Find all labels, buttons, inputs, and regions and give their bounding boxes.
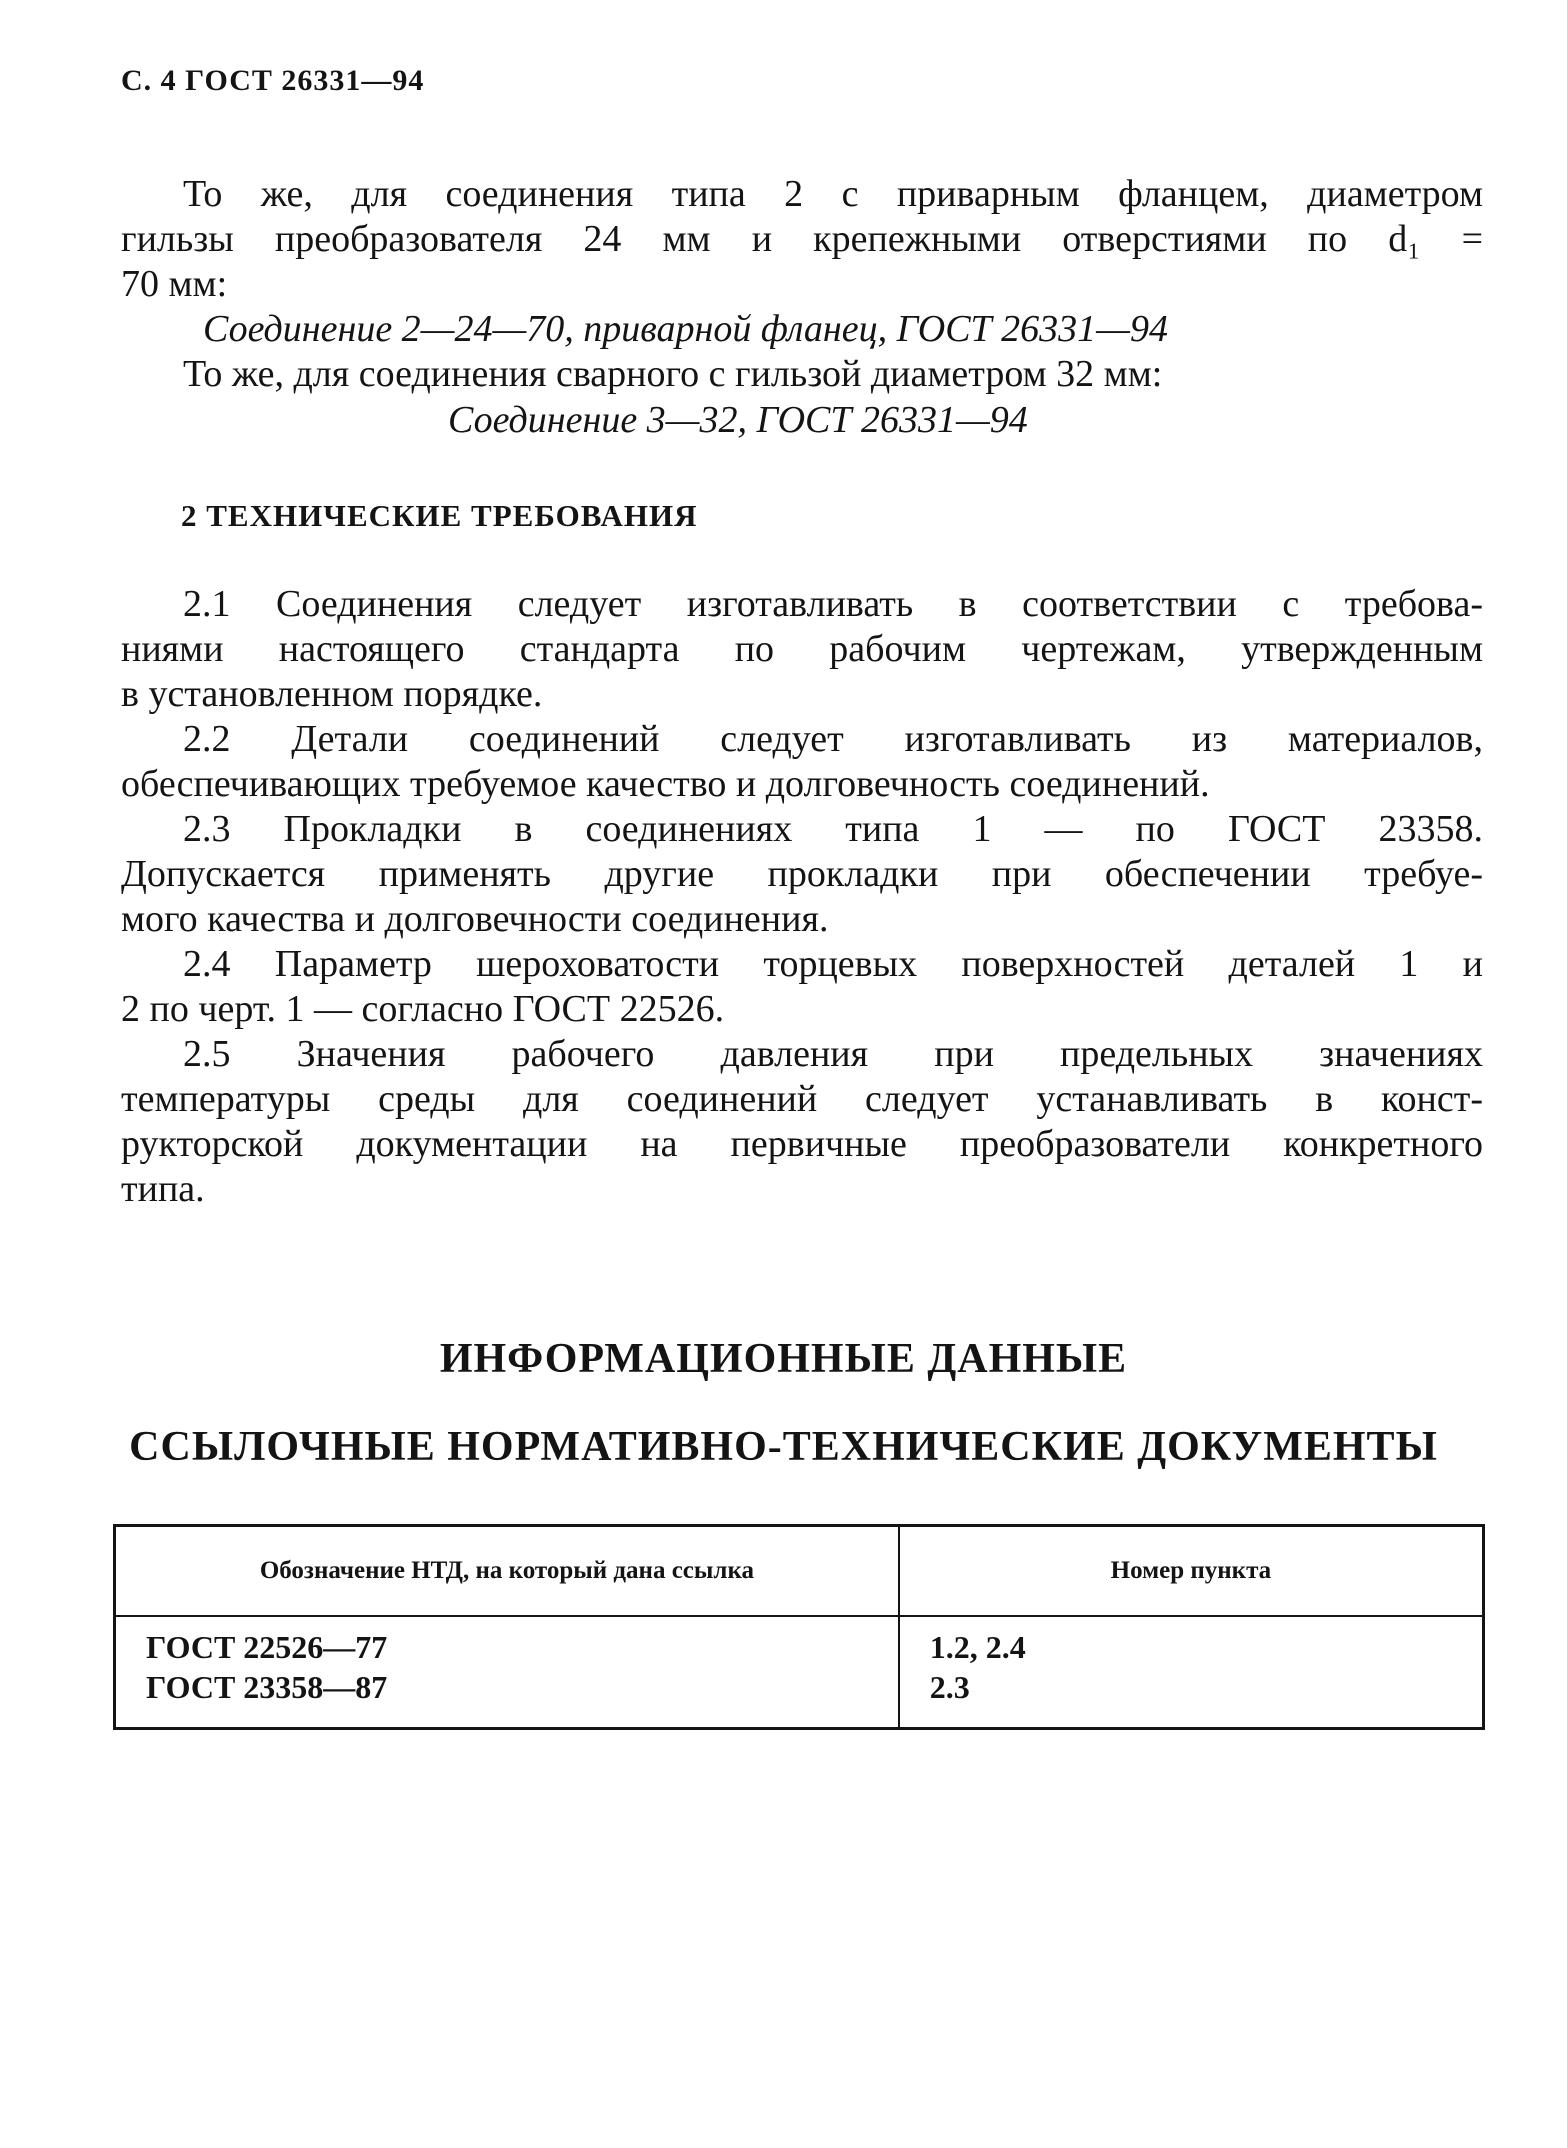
intro-paragraph [121, 172, 1483, 307]
clause-value: 1.2, 2.4 [929, 1629, 1026, 1665]
text-line: 2.4 Параметр шероховатости торцевых поверхностей деталей 1 и [183, 943, 1483, 985]
designation-value: ГОСТ 22526—77 [146, 1629, 388, 1665]
table-row [115, 1616, 1484, 1729]
text-line: 2 по черт. 1 — согласно ГОСТ 22526. [121, 988, 725, 1030]
designation-value: ГОСТ 23358—87 [146, 1669, 388, 1705]
column-header-clause: Номер пункта [899, 1526, 1484, 1617]
references-table [113, 1524, 1485, 1730]
text-line: 2.2 Детали соединений следует изготавливать из материалов, [183, 718, 1483, 760]
column-header-designation: Обозначение НТД, на который дана ссылка [115, 1526, 899, 1617]
info-subtitle: ССЫЛОЧНЫЕ НОРМАТИВНО-ТЕХНИЧЕСКИЕ ДОКУМЕНТЫ [129, 1424, 1438, 1470]
text-line: ниями настоящего стандарта по рабочим чертежам, утвержденным [121, 628, 1483, 670]
text-line: 70 мм: [121, 263, 228, 305]
text-line: 2.3 Прокладки в соединениях типа 1 — по ГОСТ 23358. [183, 808, 1483, 850]
text-line: 2.5 Значения рабочего давления при предельных значениях [183, 1033, 1483, 1075]
text-line: в установленном порядке. [121, 673, 543, 715]
text-line: 2.1 Соединения следует изготавливать в соответствии с требова- [183, 583, 1483, 625]
text-line: рукторской документации на первичные преобразователи конкретного [121, 1123, 1483, 1165]
clause-2-3 [121, 807, 1483, 942]
clause-2-2 [121, 717, 1483, 807]
info-title: ИНФОРМАЦИОННЫЕ ДАННЫЕ [439, 1336, 1128, 1382]
clause-2-4 [121, 942, 1483, 1032]
intro-paragraph-2: То же, для соединения сварного с гильзой диаметром 32 мм: [183, 353, 1163, 395]
text-line: типа. [121, 1168, 205, 1210]
text-line: обеспечивающих требуемое качество и долговечность соединений. [121, 763, 1210, 805]
clause-cell [899, 1616, 1484, 1729]
clause-2-5 [121, 1032, 1483, 1212]
table-header-row [115, 1526, 1484, 1617]
text-line: температуры среды для соединений следует устанавливать в конст- [121, 1078, 1483, 1120]
text-line: гильзы преобразователя 24 мм и крепежными отверстиями по d₁ = [121, 218, 1483, 260]
designation-example-1: Соединение 2—24—70, приварной фланец, ГОСТ 26331—94 [203, 308, 1168, 350]
text-line: То же, для соединения типа 2 с приварным фланцем, диаметром [183, 173, 1483, 215]
clause-value: 2.3 [929, 1669, 970, 1705]
text-line: мого качества и долговечности соединения. [121, 898, 829, 940]
clause-2-1 [121, 582, 1483, 717]
text-line: Допускается применять другие прокладки при обеспечении требуе- [121, 853, 1483, 895]
designation-cell [115, 1616, 899, 1729]
running-head: С. 4 ГОСТ 26331—94 [121, 64, 425, 97]
section-title: 2 ТЕХНИЧЕСКИЕ ТРЕБОВАНИЯ [181, 498, 698, 533]
designation-example-2: Соединение 3—32, ГОСТ 26331—94 [448, 399, 1028, 441]
